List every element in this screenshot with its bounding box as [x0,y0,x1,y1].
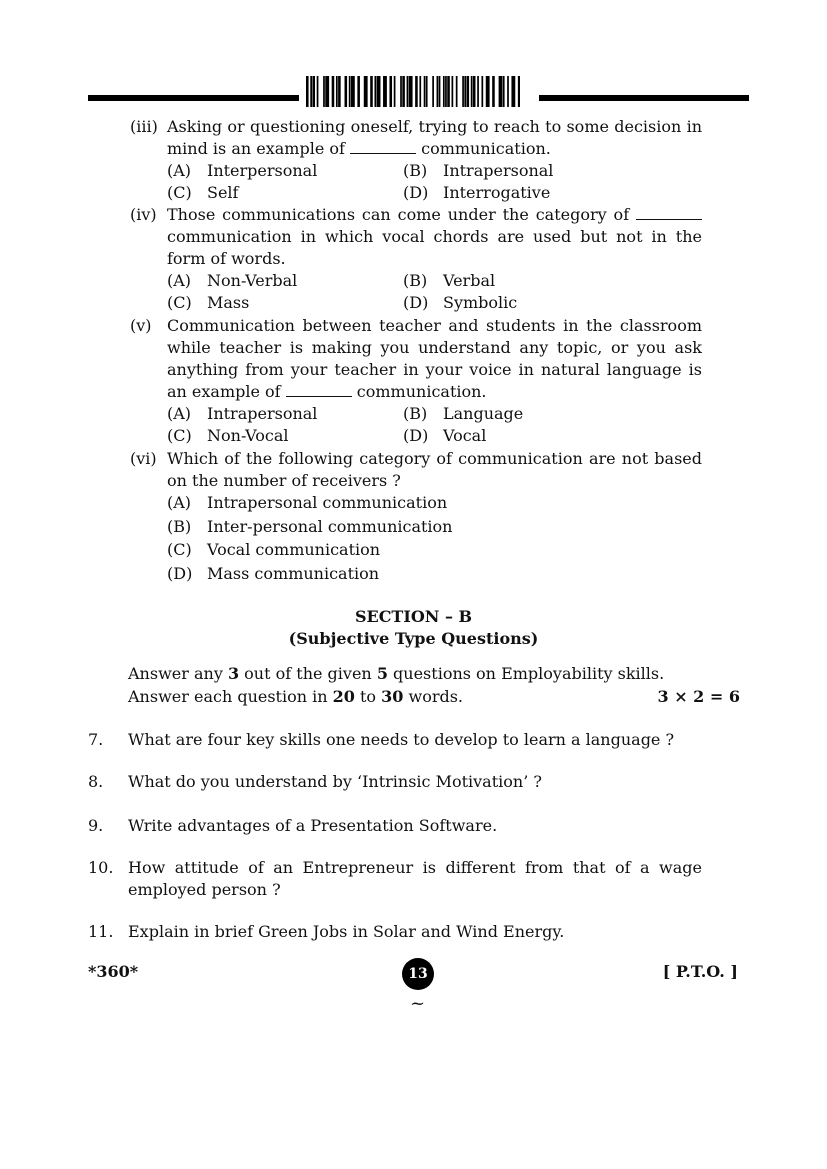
barcode-bar [424,76,426,107]
question-number: (iii) [130,117,158,136]
question-number: 11. [88,922,114,941]
barcode-bar [452,76,454,107]
page-number: 13 [402,958,434,990]
header-rule-left [88,95,299,101]
barcode-bar [336,76,338,107]
barcode-bar [514,76,516,107]
question-number: 10. [88,858,114,877]
mcq-question-iii [130,116,702,204]
tilde-mark: ~ [410,993,426,1014]
barcode-bar [338,76,341,107]
barcode-bar [488,76,490,107]
barcode-bar [332,76,335,107]
barcode-bar [507,76,509,107]
header-rule-right [539,95,749,101]
options [167,160,702,204]
option-a: (A) Intrapersonal communication [167,493,448,512]
barcode-bar [310,76,312,107]
barcode-bar [323,76,325,107]
barcode [306,76,520,107]
question-text: Which of the following category of communication are not based on the number of receivers ? [167,449,702,490]
barcode-bar [426,76,428,107]
barcode-bar [370,76,373,107]
barcode-bar [447,76,450,107]
mcq-question-vi [130,448,702,586]
question-7 [88,729,702,751]
marks-scheme: 3 × 2 = 6 [657,687,740,706]
barcode-bar [456,76,458,107]
question-number: (iv) [130,205,157,224]
barcode-bar [477,76,479,107]
barcode-bar [327,76,329,107]
option-b: (B) Inter-personal communication [167,516,453,536]
section-instruction-2: Answer each question in 20 to 30 words. 3 × 2 = 6 [128,687,740,706]
question-8 [88,771,702,793]
section-subtitle: (Subjective Type Questions) [288,629,539,648]
question-number: 7. [88,730,104,749]
barcode-bar [501,76,503,107]
barcode-bar [467,76,470,107]
question-text: Communication between teacher and students in the classroom while teacher is making you understand any topic, or you ask anything from your teacher in your voice in natural language is an example of communication. [167,316,702,401]
barcode-bar [443,76,445,107]
answer-blank [286,382,352,397]
question-text: Write advantages of a Presentation Software. [128,816,498,835]
question-number: 8. [88,772,104,791]
barcode-bar [394,76,396,107]
question-number: (vi) [130,449,157,468]
barcode-bar [471,76,473,107]
question-10 [88,857,702,901]
barcode-bar [464,76,466,107]
barcode-bar [503,76,505,107]
barcode-bar [345,76,348,107]
barcode-bar [411,76,413,107]
option-a: (A) Non-Verbal [167,271,298,290]
barcode-bar [432,76,434,107]
barcode-bar [306,76,309,107]
option-d: (D) Vocal [403,426,487,445]
barcode-bar [379,76,381,107]
question-text: What do you understand by ‘Intrinsic Motivation’ ? [128,772,542,791]
question-number: 9. [88,816,104,835]
barcode-bar [462,76,464,107]
barcode-bar [481,76,483,107]
answer-blank [350,139,416,154]
barcode-bar [400,76,402,107]
option-b: (B) Intrapersonal [403,161,554,180]
barcode-bar [415,76,418,107]
question-number: (v) [130,316,152,335]
answer-blank [636,205,702,220]
question-9 [88,815,702,837]
section-instruction-1: Answer any 3 out of the given 5 questions on Employability skills. [128,664,665,683]
barcode-bar [518,76,520,107]
option-d: (D) Symbolic [403,293,518,312]
barcode-bar [349,76,351,107]
question-text: How attitude of an Entrepreneur is different from that of a wage employed person ? [128,858,702,899]
mcq-question-v [130,315,702,447]
option-a: (A) Interpersonal [167,161,318,180]
question-text: Those communications can come under the category of communication in which vocal chords are used but not in the form of words. [167,205,702,268]
barcode-bar [317,76,319,107]
barcode-bar [492,76,495,107]
barcode-bar [437,76,439,107]
option-c: (C) Mass [167,293,250,312]
pto-label: [ P.T.O. ] [662,962,738,981]
question-text: What are four key skills one needs to develop to learn a language ? [128,730,675,749]
barcode-bar [407,76,409,107]
barcode-bar [445,76,447,107]
option-b: (B) Language [403,404,524,423]
question-text: Asking or questioning oneself, trying to reach to some decision in mind is an example of communication. [167,117,702,158]
barcode-bar [473,76,476,107]
barcode-bar [389,76,392,107]
barcode-bar [374,76,376,107]
section-title: SECTION – B [354,607,473,626]
option-c: (C) Self [167,183,239,202]
option-c: (C) Vocal communication [167,540,381,559]
option-d: (D) Mass communication [167,563,380,583]
barcode-bar [439,76,441,107]
option-a: (A) Intrapersonal [167,404,318,423]
option-d: (D) Interrogative [403,183,551,202]
paper-code: *360* [88,962,139,981]
barcode-bar [366,76,368,107]
options [167,270,702,314]
options [167,492,702,586]
barcode-bar [312,76,315,107]
barcode-bar [402,76,405,107]
question-text: Explain in brief Green Jobs in Solar and Wind Energy. [128,922,565,941]
question-11 [88,921,702,943]
barcode-bar [385,76,387,107]
mcq-question-iv [130,204,702,314]
barcode-bar [353,76,355,107]
option-c: (C) Non-Vocal [167,426,289,445]
options [167,403,702,447]
barcode-bar [357,76,360,107]
barcode-bar [419,76,421,107]
option-b: (B) Verbal [403,271,496,290]
